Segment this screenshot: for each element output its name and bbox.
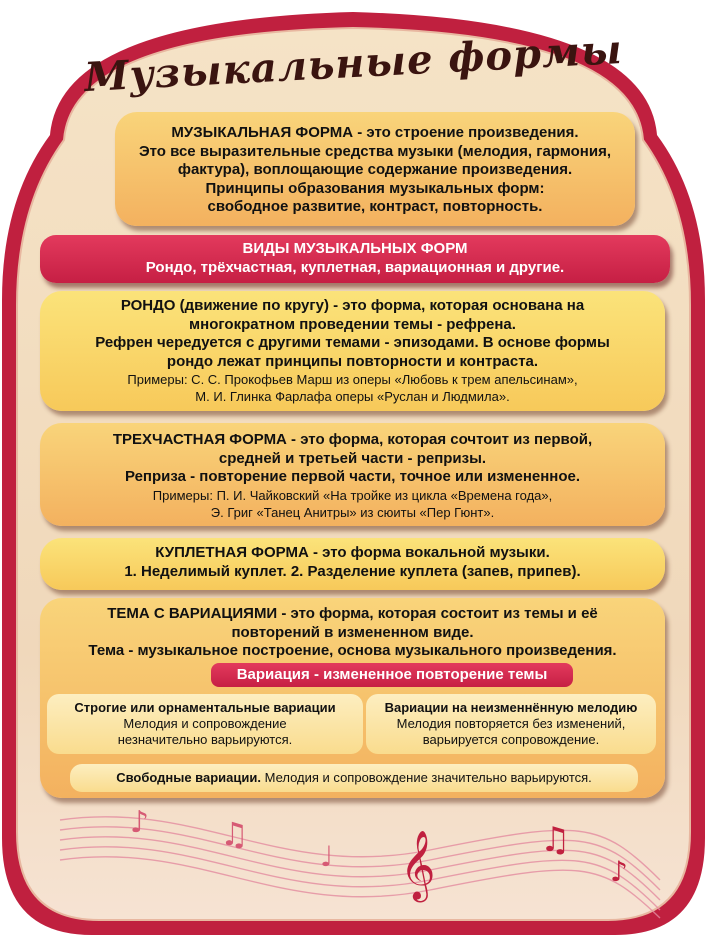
rondo-line3: Рефрен чередуется с другими темами - эпизодами. В основе формы [95,334,610,351]
rondo-line1: РОНДО (движение по кругу) - это форма, которая основана на [120,297,585,314]
free-variations-title: Свободные вариации. [116,770,261,785]
rondo-box [40,291,665,411]
musical-form-line1: МУЗЫКАЛЬНАЯ ФОРМА - это строение произведения. [171,124,579,141]
couplet-line1: КУПЛЕТНАЯ ФОРМА - это форма вокальной музыки. [155,544,550,561]
free-variations-box [70,764,638,792]
musical-form-line5: свободное развитие, контраст, повторность. [207,198,543,215]
three-part-line2: средней и третьей части - репризы. [218,449,487,467]
free-variations-text: Мелодия и сопровождение значительно варьируются. [260,770,592,785]
variation-definition-pill: Вариация - измененное повторение темы [211,663,573,687]
poster-title: Музыкальные формы [83,25,624,102]
variations-line1: ТЕМА С ВАРИАЦИЯМИ - это форма, которая состоит из темы и её [107,605,598,622]
three-part-line1: ТРЕХЧАСТНАЯ ФОРМА - это форма, которая сочтоит из первой, [112,431,593,448]
strict-variations-title: Строгие или орнаментальные вариации [74,700,336,715]
musical-form-box [115,112,635,226]
eighth-note-icon: ♪ [130,805,150,840]
variations-line3: Тема - музыкальное построение, основа музыкального произведения. [88,642,617,659]
variations-box [40,598,665,798]
types-text: Рондо, трёхчастная, куплетная, вариационная и другие. [145,258,565,276]
three-part-box [40,423,665,526]
types-box [40,235,670,283]
quarter-note-icon: ♩ [320,840,334,873]
rondo-example1: Примеры: С. С. Прокофьев Марш из оперы «Любовь к трем апельсинам», [127,372,578,387]
beamed-notes-icon-2: ♫ [540,820,571,860]
three-part-example1: Примеры: П. И. Чайковский «На тройке из цикла «Времена года», [152,487,553,503]
musical-form-line4: Принципы образования музыкальных форм: [205,179,545,197]
couplet-line2: 1. Неделимый куплет. 2. Разделение куплета (запев, припев). [124,562,581,580]
invariant-melody-text1: Мелодия повторяется без изменений, [396,716,626,731]
couplet-box [40,538,665,590]
three-part-line3: Реприза - повторение первой части, точное или измененное. [124,468,581,485]
rondo-line2: многократном проведении темы - рефрена. [189,315,516,333]
treble-clef-icon: 𝄞 [400,830,436,900]
invariant-melody-box [366,694,656,754]
invariant-melody-text2: варьируется сопровождение. [422,732,600,747]
strict-variations-text1: Мелодия и сопровождение [123,716,287,731]
musical-form-line2: Это все выразительные средства музыки (мелодия, гармония, [138,142,612,160]
musical-form-line3: фактура), воплощающие содержание произведения. [177,161,573,178]
invariant-melody-title: Вариации на неизменнённую мелодию [384,700,638,715]
three-part-example2: Э. Григ «Танец Анитры» из сюиты «Пер Гюнт». [210,504,495,520]
variations-line2: повторений в измененном виде. [231,623,474,641]
eighth-note-icon-2: ♪ [610,855,628,888]
rondo-line4: рондо лежат принципы повторности и контраста. [166,352,539,370]
beamed-notes-icon: ♫ [220,815,249,853]
types-heading: ВИДЫ МУЗЫКАЛЬНЫХ ФОРМ [242,240,468,257]
strict-variations-text2: незначительно варьируются. [117,732,293,747]
rondo-example2: М. И. Глинка Фарлафа оперы «Руслан и Людмила». [195,389,510,404]
strict-variations-box [47,694,363,754]
